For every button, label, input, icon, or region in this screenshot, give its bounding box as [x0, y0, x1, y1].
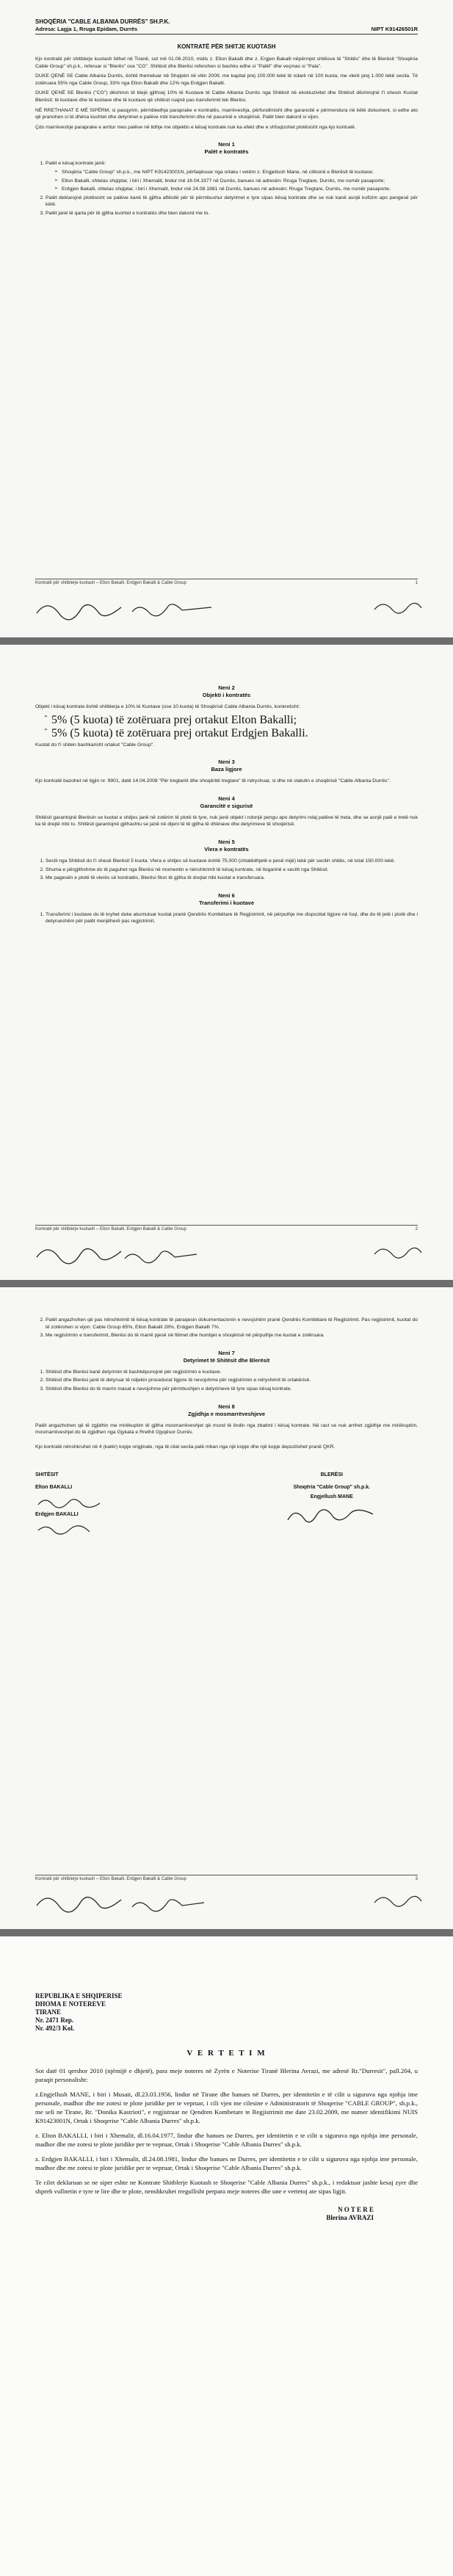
page-number: 3: [415, 1877, 418, 1881]
footer-text: Kontratë për shitblerje kuotash – Elton Bakalli, Erdgjen Bakalli & Cable Group: [35, 581, 186, 585]
notary-header-line: Nr. 492/3 Kol.: [35, 2025, 75, 2032]
article-item: 1. Transferimi i kuotave do të kryhet duke akumuluar kuotat pranë Qendrës Kombëtare të Regjistrimit, në përputhje me dispozitat ligjore në fuqi, dhe do të jetë i plotë dhe i detyrueshëm për palët menjëherë pas regjistrimit.: [46, 911, 418, 925]
notary-label: N O T E R E: [338, 2206, 374, 2213]
notary-header-line: DHOMA E NOTEREVE: [35, 2000, 106, 2008]
article-6-continued-list: [35, 1317, 418, 1339]
notary-person: z.Engjellush MANE, i biri i Musait, dl.23.03.1956, lindur në Tirane dhe banues në Durres, per identitetin e të cilit u siguruva nga njohja ime personale, madhor dhe me zotesi te plote juridike per te vepruar, i cili vjen me cilesine e Administratorit të Shoqerise "CABLE GROUP", sh.p.k., me seli ne Tirane, Rr. "Donika Kastrioti", e regjistruar ne Qendren Kombetare te Regjistrimit me date 23.02.2009, me numer identifikimi NUIS K91423001N, Ortak i Shoqerise "Cable Albania Durres" sh.p.k.: [35, 2091, 418, 2124]
article-8-title: Zgjidhja e mosmarrëveshjeve: [187, 1410, 266, 1417]
article-item: 1. Shitësit dhe Blerësi kanë detyrimin të bashkëpunojnë për regjistrimin e kuotave.: [46, 1369, 418, 1376]
parties-sublist: [46, 169, 418, 193]
article-item: [46, 160, 418, 192]
signature-block: [35, 1472, 418, 1539]
notary-signature-block: [35, 2206, 418, 2222]
company-name: SHOQËRIA "CABLE ALBANIA DURRËS" SH.P.K.: [35, 18, 170, 25]
article-item: 2. Shuma e përgjithshme do të paguhet nga Blerësi në momentin e nënshkrimit të kësaj kontrate, në llogarinë e secilit nga Shitësit.: [46, 866, 418, 874]
article-5-title: Vlera e kontratës: [204, 845, 249, 853]
page-number: 2: [415, 1227, 418, 1231]
article-5-list: [35, 858, 418, 882]
page-footer: [35, 579, 418, 590]
sellers-label: SHITËSIT: [35, 1472, 59, 1478]
notary-header-line: Nr. 2471 Rep.: [35, 2016, 74, 2024]
seller-name: Elton BAKALLI: [35, 1485, 73, 1491]
sellers-column: [35, 1472, 207, 1539]
seller-name: Erdgjen BAKALLI: [35, 1512, 79, 1518]
article-2-list: [35, 714, 418, 740]
intro-paragraph: Çdo marrëveshje paraprake e arritur mes palëve në lidhje me objektin e kësaj kontrate nuk ka efekt dhe e shfuqizohet plotësisht nga kjo kontratë.: [35, 124, 356, 130]
seller-signature: [35, 1522, 123, 1538]
article-item: 2. Palët angazhohen që pas nënshkrimit të kësaj kontrate të paraqesin dokumentacionin e nevojshëm pranë Qendrës Kombëtare të Regjistrimit. Pas regjistrimit, kuotat do të zotërohen si vijon: Cable Group 65%, Elton Bakalli 28%, Erdgjen Bakalli 7%.: [46, 1317, 418, 1331]
notary-header-line: REPUBLIKA E SHQIPERISE: [35, 1992, 123, 2000]
page-number: 1: [415, 581, 418, 585]
handwritten-signatures: [29, 1237, 426, 1273]
article-1-title: Palët e kontratës: [204, 148, 249, 156]
contract-page-3: [0, 1287, 453, 1929]
article-item: 3. Shitësit dhe Blerësi do të marrin masat e nevojshme për përmbushjen e detyrimeve të tyre sipas kësaj kontrate.: [46, 1386, 418, 1393]
intro-paragraph: NË RRETHANAT E MË SIPËRM, si pasqyrim, përmbledhja paraprake e kontratës, marrëveshja, përfundimisht dhe garancitë e përmendura në këtë dokument, si edhe ato që pranohen si të dhëna kushtet dhe detyrimet e palëve mbi transferimin dhe në pasurinë e shoqërisë, Palët bien dakord si vijon.: [35, 107, 418, 120]
article-1-list: [35, 160, 418, 217]
article-6-list: [35, 911, 418, 925]
contract-page-1: [0, 0, 453, 637]
article-4-title: Garancitë e sigurisë: [200, 802, 253, 809]
article-text: Kuotat do t'i shiten bashkarisht ortakut "Cable Group".: [35, 742, 155, 748]
seller-signature: [35, 1494, 123, 1510]
article-5-label: Neni 5: [218, 838, 235, 845]
buyer-column: [246, 1472, 418, 1539]
article-item: 3. Me pagesën e plotë të vlerës së kontratës, Blerësi fiton të gjitha të drejtat mbi kuotat e transferuara.: [46, 875, 418, 882]
buyer-company: Shoqëria "Cable Group" sh.p.k.: [293, 1485, 371, 1491]
notary-page: [0, 1936, 453, 2576]
party-item: ➢ Elton Bakalli, shtetas shqiptar, i biri i Xhemalit, lindur më 16.04.1977 në Durrës, banues në adresën: Rruga Tregtare, Durrës, me numër pasaporte;: [62, 178, 418, 185]
article-text: Shitësit garantojnë Blerësin se kuotat e shitjes janë në zotërim të plotë të tyre, nuk janë objekt i ndonjë pengu apo detyrimi ndaj palëve të treta, dhe se asnjë palë e tretë nuk ka të drejtë mbi to. Shitësit garantojnë gjithashtu se janë në dijeni të të gjitha të dhënave dhe detyrimeve të shoqërisë.: [35, 814, 418, 828]
article-item: 1. Secili nga Shitësit do t'i shesë Blerësit 5 kuota. Vlera e shitjes së kuotave është 75.000 (shtatëdhjetë e pesë mijë) lekë për secilin shitës, në total 150.000 lekë.: [46, 858, 418, 865]
closing-text: Kjo kontratë nënshkruhet në 4 (katër) kopje origjinale, nga të cilat secila palë mban nga një kopje dhe një kopje depozitohet pranë QKR.: [35, 1444, 336, 1450]
article-item: 3. Me regjistrimin e transferimit, Blerësi do të marrë pjesë në fitimet dhe humbjet e shoqërisë në përputhje me kuotat e zotëruara.: [46, 1332, 418, 1339]
quota-item: ➢ 5% (5 kuota) të zotëruara prej ortakut Elton Bakalli;: [51, 714, 418, 727]
article-1-label: Neni 1: [218, 141, 235, 148]
article-7-label: Neni 7: [218, 1349, 235, 1356]
notary-intro: Sot datë 01 qershor 2010 (njëmijë e dhjetë), para meje noteres në Zyrën e Noterise Tiranë Blerina Avrazi, me adresë Rr."Durresit", pall.204, u paraqit personalisht:: [35, 2067, 418, 2083]
article-7-title: Detyrimet të Shitësit dhe Blerësit: [183, 1356, 270, 1364]
article-item: 2. Shitësit dhe Blerësi janë të detyruar të ndjekin procedurat ligjore të nevojshme për regjistrimin e ndryshimit të ortakërisë.: [46, 1377, 418, 1384]
article-6-label: Neni 6: [218, 891, 235, 899]
article-3-title: Baza ligjore: [211, 766, 242, 773]
company-address: Adresa: Lagja 1, Rruga Epidam, Durrës: [35, 26, 138, 32]
article-3-label: Neni 3: [218, 759, 235, 766]
article-item: 2. Palët deklarojnë plotësisht se palëve kanë të gjitha aftësitë për të përmbushur detyrimet e tyre sipas kësaj kontrate dhe se nuk kanë asnjë kufizim apo pengesë për këtë.: [46, 195, 418, 209]
intro-paragraph: DUKE QENË SE Blerësi ("CG") dëshiron të blejë gjithsej 10% të Kuotave të Cable Albania Durrës nga Shitësit në ekskluzivitet dhe Shitësit dëshirojnë t'i shesin Kuotat Blerësit; të kuotave dhe të kuotave dhe të kuotave që shitësit ruajnë pas transferimit tek Blerësi.: [35, 90, 418, 103]
intro-paragraph: DUKE QENË SE Cable Albania Durrës, është themeluar në Shqipëri në vitin 2009, me kapital prej 100.000 lekë të ndarë në 100 kuota, me vlerë prej 1.000 lekë secila. Të zotëruara 55% nga Cable Group, 33% nga Elton Bakalli dhe 12% nga Erdgjen Bakalli.: [35, 73, 418, 86]
article-7-list: [35, 1369, 418, 1393]
company-address-row: [35, 26, 418, 35]
article-text: Objekt i kësaj kontrate është shitblerja e 10% të Kuotave (ose 10 kuota) të Shoqërisë Cable Albania Durrës, konkretisht:: [35, 704, 300, 709]
buyer-representative: Engjellush MANE: [310, 1494, 353, 1500]
page-footer: [35, 1225, 418, 1236]
article-2-title: Objekti i kontratës: [202, 692, 251, 698]
notary-closing: Te cilet deklaruan se ne siper eshte ne Kontrate Shitblerje Kuotash te Shoqerise "Cable Albania Durres" sh.p.k., i redaktuar jashte kesaj zyre dhe shpreh vullnetin e tyre te lire dhe te plote, nenshkruhet rregullisht perpara meje noteres dhe une e vertetoj ate sipas ligjit.: [35, 2179, 418, 2195]
notary-person: z. Erdgjen BAKALLI, i biri i Xhemalit, dl.24.08.1981, lindur dhe banues ne Durres, per identitetin e te cilit u siguruva nga njohja ime personale, madhor dhe me zotesi te plote juridike per te vepruar, Ortak i Shoqerise "Cable Albania Durres" sh.p.k.: [35, 2155, 418, 2171]
article-text: Palët angazhohen që të zgjidhin me mirëkuptim të gjitha mosmarrëveshjet që mund të lindin nga zbatimi i kësaj kontrate. Në rast se nuk arrihet zgjidhje me mirëkuptim, mosmarrëveshjet do të zgjidhen nga Gjykata e Rrethit Gjyqësor Durrës.: [35, 1422, 418, 1436]
article-item-text: Palët e kësaj kontrate janë:: [46, 161, 106, 167]
notary-title: V E R T E T I M: [186, 2049, 267, 2058]
intro-paragraph: Kjo kontratë për shitblerje kuotash lidhet në Tiranë, sot më 01.06.2010, midis z. Elton Bakalli dhe z. Ergjen Bakalli nëpërmjet shitësve të "Shitës" dhe të Blerësit "Shoqëria Cable Group" sh.p.k., referuar si "Blerës" ose "CG". Shitësit dhe Blerësi referohen si bashku edhe si "Palët" dhe veçmas si "Pala".: [35, 57, 418, 69]
party-item: ➢ Erdgjen Bakalli, shtetas shqiptar, i biri i Xhemalit, lindur më 24.08.1981 në Durrës, banues në adresën: Rruga Tregtare, Durrës, me numër pasaporte.: [62, 186, 418, 193]
notary-name: Blerina AVRAZI: [326, 2214, 374, 2221]
notary-header: [35, 1936, 418, 2033]
article-6-title: Transferimi i kuotave: [198, 899, 255, 906]
notary-person: z. Elton BAKALLI, i biri i Xhemalit, dl.16.04.1977, lindur dhe banues ne Durres, per identitetin e te cilit u siguruva nga njohja ime personale, madhor dhe me zotesi te plote juridike per te vepruar, Ortak i Shoqerise "Cable Albania Durres" sh.p.k.: [35, 2132, 418, 2148]
company-nipt: NIPT K91426501R: [371, 26, 418, 32]
quota-item: ➢ 5% (5 kuota) të zotëruara prej ortakut Erdgjen Bakalli.: [51, 727, 418, 740]
page-footer: [35, 1875, 418, 1886]
buyer-label: BLERËSI: [320, 1472, 343, 1478]
footer-text: Kontratë për shitblerje kuotash – Elton Bakalli, Erdgjen Bakalli & Cable Group: [35, 1877, 186, 1881]
handwritten-signatures: [29, 591, 426, 628]
article-2-label: Neni 2: [218, 684, 235, 691]
article-4-label: Neni 4: [218, 795, 235, 802]
handwritten-signatures: [29, 1885, 426, 1922]
contract-title: KONTRATË PËR SHITJE KUOTASH: [177, 43, 276, 50]
party-item: ➢ Shoqëria "Cable Group" sh.p.k., me NIPT K91423001N, përfaqësuar nga ortaku i vetëm z. Engjellush Mane, në cilësinë e Blerësit të kuotave;: [62, 169, 418, 176]
contract-page-2: [0, 645, 453, 1280]
article-8-label: Neni 8: [218, 1403, 235, 1410]
footer-text: Kontratë për shitblerje kuotash – Elton Bakalli, Erdgjen Bakalli & Cable Group: [35, 1227, 186, 1231]
article-text: Kjo kontratë bazohet në ligjin nr. 9901, datë 14.04.2008 "Për tregtarët dhe shoqëritë tregtare" të ndryshuar, si dhe në statutin e shoqërisë "Cable Albania Durrës".: [35, 778, 391, 784]
buyer-signature: [280, 1504, 383, 1529]
notary-header-line: TIRANE: [35, 2008, 62, 2016]
article-item: 3. Palët janë të qarta për të gjitha kushtet e kontratës dhe bien dakord me to.: [46, 210, 418, 217]
